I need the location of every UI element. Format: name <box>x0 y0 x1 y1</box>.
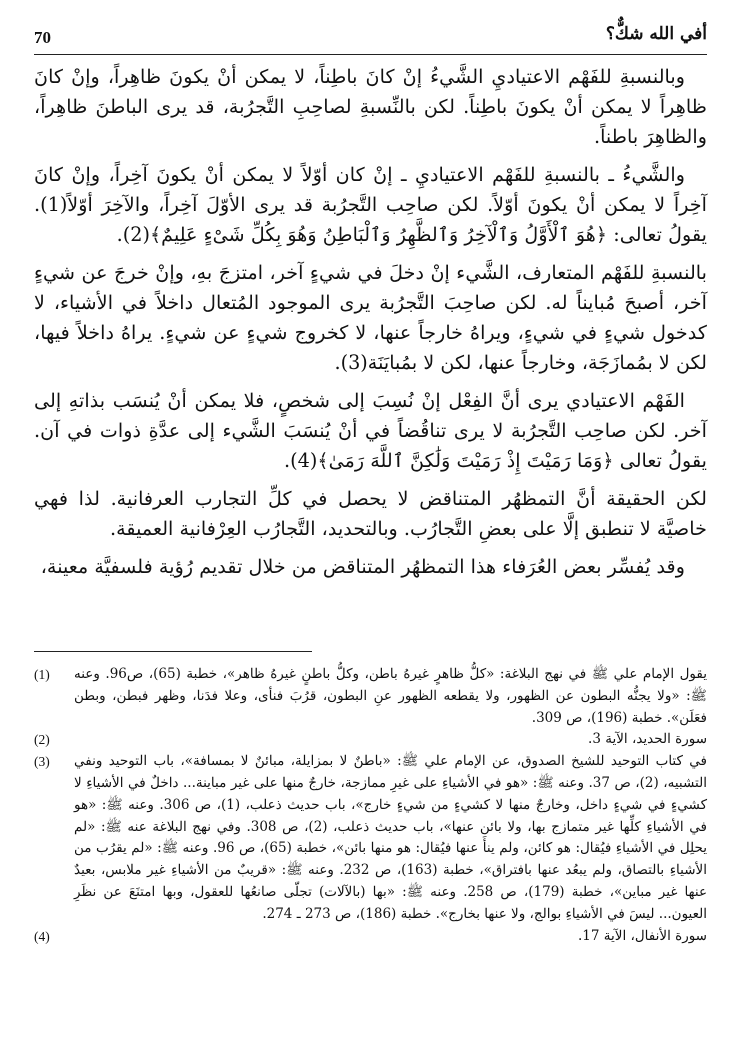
running-title: أفي الله شكٌّ؟ <box>605 24 707 44</box>
footnote-text: سورة الأنفال، الآية 17. <box>578 927 707 944</box>
paragraph: الفَهْم الاعتيادي يرى أنَّ الفِعْل إنْ نُسِبَ إلى شخصٍ، فلا يمكن أنْ يُنسَب بذاتهِ إلى آخر. لكن صاحِب التَّجرُبة لا يرى تناقُضاً في أنْ يُنسَبَ الشَّيء إلى عدَّةِ ذوات في آن. يقولُ تعالى ﴿وَمَا رَمَيْتَ إِذْ رَمَيْتَ وَلَٰكِنَّ ٱللَّهَ رَمَىٰ﴾(4). <box>34 389 707 472</box>
main-text <box>34 62 707 590</box>
paragraph: بالنسبةِ للفَهْم المتعارف، الشَّيء إنْ دخلَ في شيءٍ آخر، امتزجَ بهِ، وإنْ خرجَ عن شيءٍ آخر، أصبحَ مُبايناً له. لكن صاحِبَ التَّجرُبة يرى الموجود المُتعال داخلاً في الأشياء، لا كدخول شيءٍ في شيءٍ، ويراهُ خارجاً عنها، لا كخروج شيءٍ عن شيءٍ. يراهُ داخلاً فيها، لكن لا بمُمازَجَة، وخارجاً عنها، لكن لا بمُبايَنَة(3). <box>34 261 707 374</box>
footnote-text: سورة الحديد، الآية 3. <box>588 731 707 748</box>
footnote <box>34 926 707 948</box>
footnote-number: (1) <box>34 667 50 682</box>
footnote-separator <box>34 651 312 652</box>
paragraph: والشَّيءُ ـ بالنسبةِ للفَهْم الاعتياديِ ـ إنْ كان أوّلاً لا يمكن أنْ يكونَ آخِراً، وإنْ كانَ آخِراً لا يمكن أنْ يكونَ أوّلاً. لكن صاحِب التَّجرُبة قد يرى الأوّلَ آخِراً، والآخِرَ أوّلاً(1). يقولُ تعالى: ﴿هُوَ ٱلْأَوَّلُ وَٱلْآخِرُ وَٱلظَّهِرُ وَٱلْبَاطِنُ وَهُوَ بِكُلِّ شَىْءٍ عَلِيمٌ﴾(2). <box>34 163 707 246</box>
footnote-number: (4) <box>34 928 50 944</box>
paragraph: وقد يُفسِّر بعض العُرَفاء هذا التمظهُر المتناقض من خلال تقديم رُؤية فلسفيَّة معينة، <box>40 555 685 578</box>
page-number: 70 <box>34 28 51 47</box>
paragraph: وبالنسبةِ للفَهْم الاعتياديِ الشَّيءُ إنْ كانَ باطِناً، لا يمكن أنْ يكونَ ظاهِراً، وإنْ كانَ ظاهِراً لا يمكن أنْ يكونَ باطِناً. لكن بالنِّسبةِ لصاحِبِ التَّجرُبة، قد يرى الباطنَ ظاهِراً، والظاهِرَ باطناً. <box>34 65 707 148</box>
footnote-number: (3) <box>34 754 50 770</box>
page-header <box>34 24 707 55</box>
footnote <box>34 729 707 751</box>
footnote <box>34 664 707 729</box>
footnotes <box>34 664 707 947</box>
footnote-text: في كتاب التوحيد للشيخ الصدوق، عن الإمام علي ﷺ: «باطنٌ لا بمزايلة، مبائنٌ لا بمسافة»، باب التوحيد ونفي التشبيه، (2)، ص 37. وعنه ﷺ: «هو في الأشياءِ على غيرِ ممازجة، خارجٌ منها على غير مباينة... داخلٌ في الأشياءِ لا كشيءٍ في شيءٍ داخل، وخارجٌ منها لا كشيءٍ من شيءٍ خارج»، باب حديث ذعلب، (1)، ص 306. وعنه ﷺ: «هو في الأشياءِ كلِّها غير متمازج بها، ولا بائن عنها»، باب حديث ذعلب، (2)، ص 308. وفي نهج البلاغة عنه ﷺ: «لم يحلِل في الأشياءِ فيُقال: هو كائن، ولم ينأَ عنها فيُقال: هو منها بائن»، خطبة (65)، ص 96. وعنه ﷺ: «لم يقرُب من الأشياءِ بالتصاق، ولم يبعُد عنها بافتراق»، خطبة (163)، ص 232. وعنه ﷺ: «قريبٌ من الأشياءِ غير ملابس، بعيدٌ عنها غير مباين»، خطبة (179)، ص 258. وعنه ﷺ: «بها (بالآلات) تجلّى صانعُها للعقول، وبها امتنَعَ عن نظَرِ العيون... ليسَ في الأشياءِ بوالج، ولا عنها بخارج». خطبة (186)، ص 273 ـ 274. <box>74 753 708 922</box>
paragraph: لكن الحقيقة أنَّ التمظهُر المتناقض لا يحصل في كلِّ التجارب العرفانية. لذا فهي خاصيَّة لا تنطبق إلَّا على بعضِ التَّجارُب. وبالتحديد، التَّجارُب العِرْفانية العميقة. <box>34 487 707 540</box>
footnote-number: (2) <box>34 732 50 748</box>
footnote <box>34 751 707 925</box>
footnote-text: يقول الإمام علي ﷺ في نهج البلاغة: «كلُّ ظاهرٍ غيرهُ باطن، وكلُّ باطنٍ غيرهُ ظاهر»، خطبة (65)، ص96. وعنه ﷺ: «ولا يجنُّه البطون عن الظهور، ولا يقطعه الظهور عنِ البطون، قرُبَ فنأى، وعلا فدَنا، وظهر فبطن، وبطن فعَلَن». خطبة (196)، ص 309. <box>74 666 707 726</box>
